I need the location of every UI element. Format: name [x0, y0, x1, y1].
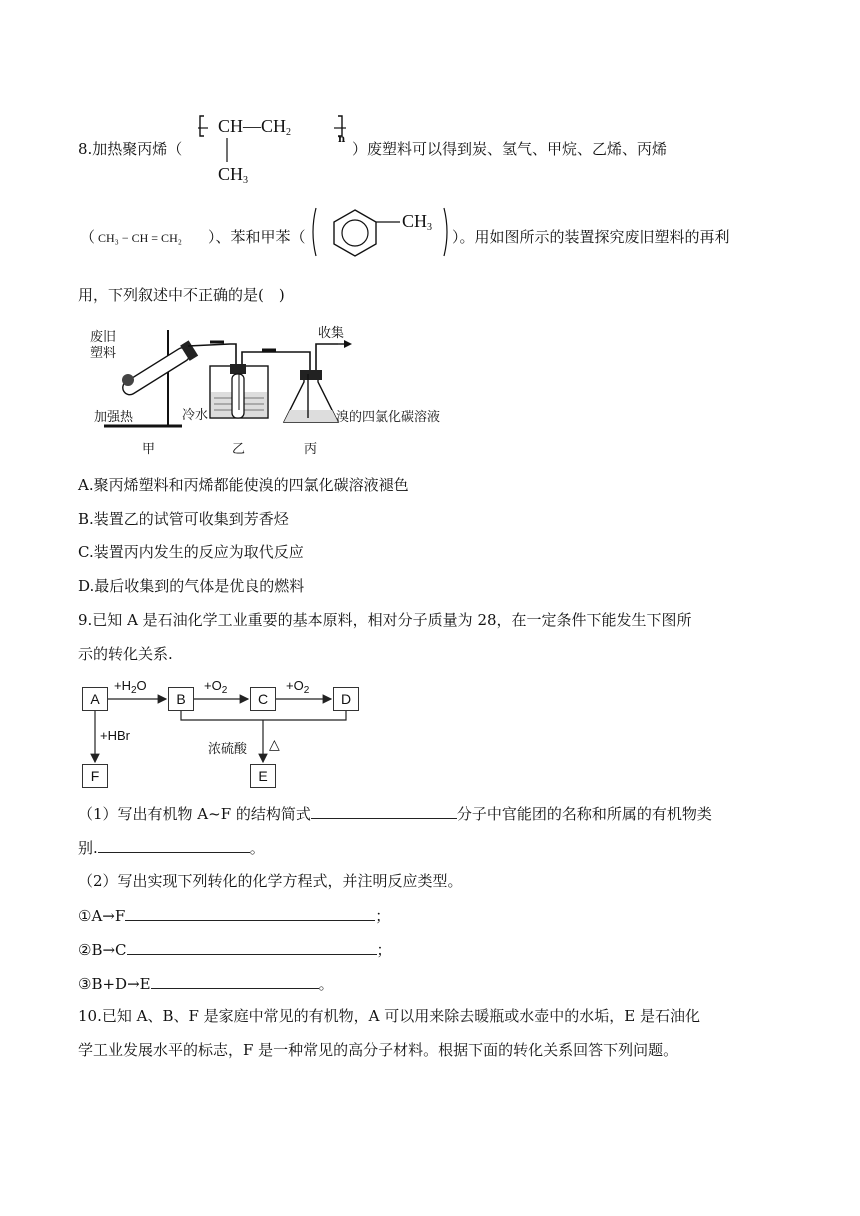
toluene-ch: CH	[402, 211, 428, 231]
node-b: B	[168, 687, 194, 711]
option-c: C.装置丙内发生的反应为取代反应	[78, 543, 304, 561]
answer-blank-1[interactable]	[311, 803, 457, 819]
reaction-1-label: ①A→F	[78, 907, 126, 925]
reaction-2-line: ②B→C ；	[78, 941, 392, 959]
q8-text-c-mid: ）、苯和甲苯（	[208, 228, 306, 246]
q10-line-1: 10.已知 A、B、F 是家庭中常见的有机物，A 可以用来除去暖瓶或水壶中的水垢，E 是石油化	[78, 1007, 700, 1025]
q9-line-1: 9.已知 A 是石油化学工业重要的基本原料，相对分子质量为 28，在一定条件下能发生下图所	[78, 611, 692, 629]
label-plus-o2-second: $+O_2$	[286, 678, 310, 696]
q8-intro-text-a: 8.加热聚丙烯（	[78, 140, 183, 158]
node-d: D	[333, 687, 359, 711]
node-f: F	[82, 764, 108, 788]
node-c: C	[250, 687, 276, 711]
label-plus-h2o: $+H_2O$	[114, 678, 147, 696]
conversion-flowchart	[80, 676, 370, 794]
option-a: A.聚丙烯塑料和丙烯都能使溴的四氯化碳溶液褪色	[78, 476, 409, 494]
polymer-bottom-text: CH	[218, 164, 244, 184]
label-heat: 加强热	[94, 409, 134, 424]
label-plastic: 塑料	[90, 345, 117, 360]
q9-part1-text-a: （1）写出有机物 A~F 的结构简式	[78, 805, 311, 823]
q8-question-text: 用，下列叙述中不正确的是( )	[78, 286, 285, 304]
label-waste: 废旧	[90, 329, 117, 344]
answer-blank-3[interactable]	[125, 905, 375, 921]
q9-line-2: 示的转化关系.	[78, 645, 173, 663]
propene-formula: CH₃ − CH = CH₂	[98, 231, 182, 245]
option-d: D.最后收集到的气体是优良的燃料	[78, 577, 305, 595]
reaction-1-line: ①A→F ；	[78, 907, 391, 925]
label-heat-triangle: △	[269, 736, 280, 752]
polypropylene-structure	[198, 108, 348, 190]
node-e: E	[250, 764, 276, 788]
label-conc-sulfuric-acid: 浓硫酸	[208, 742, 248, 757]
answer-blank-4[interactable]	[127, 939, 377, 955]
q10-line-2: 学工业发展水平的标志，F 是一种常见的高分子材料。根据下面的转化关系回答下列问题。	[78, 1041, 679, 1059]
toluene-sub-3: 3	[427, 222, 433, 233]
q9-part1-end: 。	[249, 839, 265, 857]
polymer-sub-3: 3	[243, 175, 249, 186]
reaction-3-label: ③B+D→E	[78, 975, 151, 993]
q9-part1-line2	[78, 837, 265, 858]
label-jia: 甲	[142, 441, 156, 456]
q9-part2-text: （2）写出实现下列转化的化学方程式，并注明反应类型。	[78, 872, 463, 890]
polymer-sub-2: 2	[286, 127, 292, 138]
label-cold-water: 冷水	[182, 407, 209, 422]
node-a: A	[82, 687, 108, 711]
q8-text-c-end: ）。用如图所示的装置探究废旧塑料的再利	[452, 228, 730, 246]
reaction-3-line: ③B+D→E 。	[78, 975, 334, 993]
toluene-structure	[310, 206, 450, 258]
label-collect: 收集	[318, 325, 345, 340]
q9-part1-line1	[78, 803, 712, 824]
label-plus-o2-first: $+O_2$	[204, 678, 228, 696]
q8-open-paren: （	[80, 228, 96, 246]
answer-blank-2[interactable]	[98, 837, 250, 853]
label-bromine-solution: 溴的四氯化碳溶液	[336, 409, 441, 424]
label-yi: 乙	[232, 441, 246, 456]
q9-part1-text-b: 分子中官能团的名称和所属的有机物类	[456, 805, 712, 823]
q9-part1-text-c: 别.	[78, 839, 98, 857]
reaction-2-label: ②B→C	[78, 941, 127, 959]
q8-intro-text-b: ）废塑料可以得到炭、氢气、甲烷、乙烯、丙烯	[352, 140, 668, 158]
option-b: B.装置乙的试管可收集到芳香烃	[78, 510, 289, 528]
label-plus-hbr: +HBr	[100, 728, 130, 743]
apparatus-figure	[90, 322, 460, 458]
polymer-n: n	[338, 134, 346, 145]
label-bing: 丙	[304, 441, 318, 456]
answer-blank-5[interactable]	[151, 973, 319, 989]
polymer-top-text: CH—CH	[218, 116, 287, 136]
